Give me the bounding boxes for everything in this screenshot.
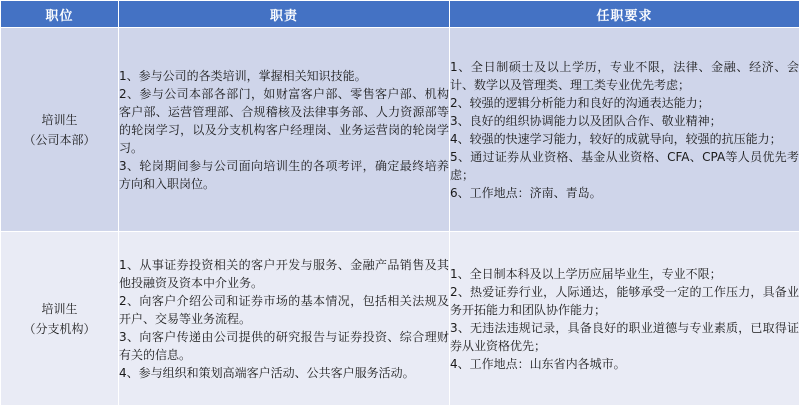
- header-position: 职位: [1, 1, 119, 28]
- duty-item: 1、从事证券投资相关的客户开发与服务、金融产品销售及其他投融资及资本中介业务。: [119, 257, 449, 290]
- table-row: [1, 28, 800, 232]
- position-cell: [1, 232, 119, 406]
- requirement-item: 2、较强的逻辑分析能力和良好的沟通表达能力；: [450, 95, 710, 110]
- duty-item: 3、向客户传递由公司提供的研究报告与证券投资、综合理财有关的信息。: [119, 329, 449, 362]
- position-subtitle: （公司本部）: [23, 132, 96, 147]
- header-duties: 职责: [119, 1, 450, 28]
- requirements-cell: [450, 232, 800, 406]
- requirement-item: 5、通过证券从业资格、基金从业资格、CFA、CPA等人员优先考虑；: [450, 149, 799, 182]
- duty-item: 1、参与公司的各类培训，掌握相关知识技能。: [119, 68, 367, 83]
- duty-item: 3、轮岗期间参与公司面向培训生的各项考评，确定最终培养方向和入职岗位。: [119, 158, 449, 191]
- position-title: 培训生: [41, 112, 78, 127]
- requirement-item: 6、工作地点：济南、青岛。: [450, 185, 602, 200]
- requirement-item: 1、全日制本科及以上学历应届毕业生，专业不限；: [450, 266, 722, 281]
- position-title: 培训生: [41, 301, 78, 316]
- requirement-item: 4、工作地点：山东省内各城市。: [450, 356, 626, 371]
- requirement-item: 3、无违法违规记录，具备良好的职业道德与专业素质，已取得证券从业资格优先；: [450, 320, 799, 353]
- requirements-cell: [450, 28, 800, 232]
- duties-cell: [119, 28, 450, 232]
- position-cell: [1, 28, 119, 232]
- requirement-item: 2、热爱证券行业，人际通达，能够承受一定的工作压力，具备业务开拓能力和团队协作能力；: [450, 284, 799, 317]
- table-row: [1, 232, 800, 406]
- requirement-item: 4、较强的快速学习能力，较好的成就导向，较强的抗压能力；: [450, 131, 782, 146]
- header-row: [1, 1, 800, 28]
- duty-item: 2、向客户介绍公司和证券市场的基本情况，包括相关法规及开户、交易等业务流程。: [119, 293, 449, 326]
- duty-item: 2、参与公司本部各部门，如财富客户部、零售客户部、机构客户部、运营管理部、合规稽核及法律事务部、人力资源部等的轮岗学习，以及分支机构客户经理岗、业务运营岗的轮岗学习。: [119, 86, 449, 155]
- position-subtitle: （分支机构）: [23, 321, 96, 336]
- requirement-item: 3、良好的组织协调能力以及团队合作、敬业精神；: [450, 113, 722, 128]
- duties-cell: [119, 232, 450, 406]
- requirement-item: 1、全日制硕士及以上学历，专业不限，法律、金融、经济、会计、数学以及管理类、理工类专业优先考虑；: [450, 59, 799, 92]
- duty-item: 4、参与组织和策划高端客户活动、公共客户服务活动。: [119, 365, 415, 380]
- header-requirements: 任职要求: [450, 1, 800, 28]
